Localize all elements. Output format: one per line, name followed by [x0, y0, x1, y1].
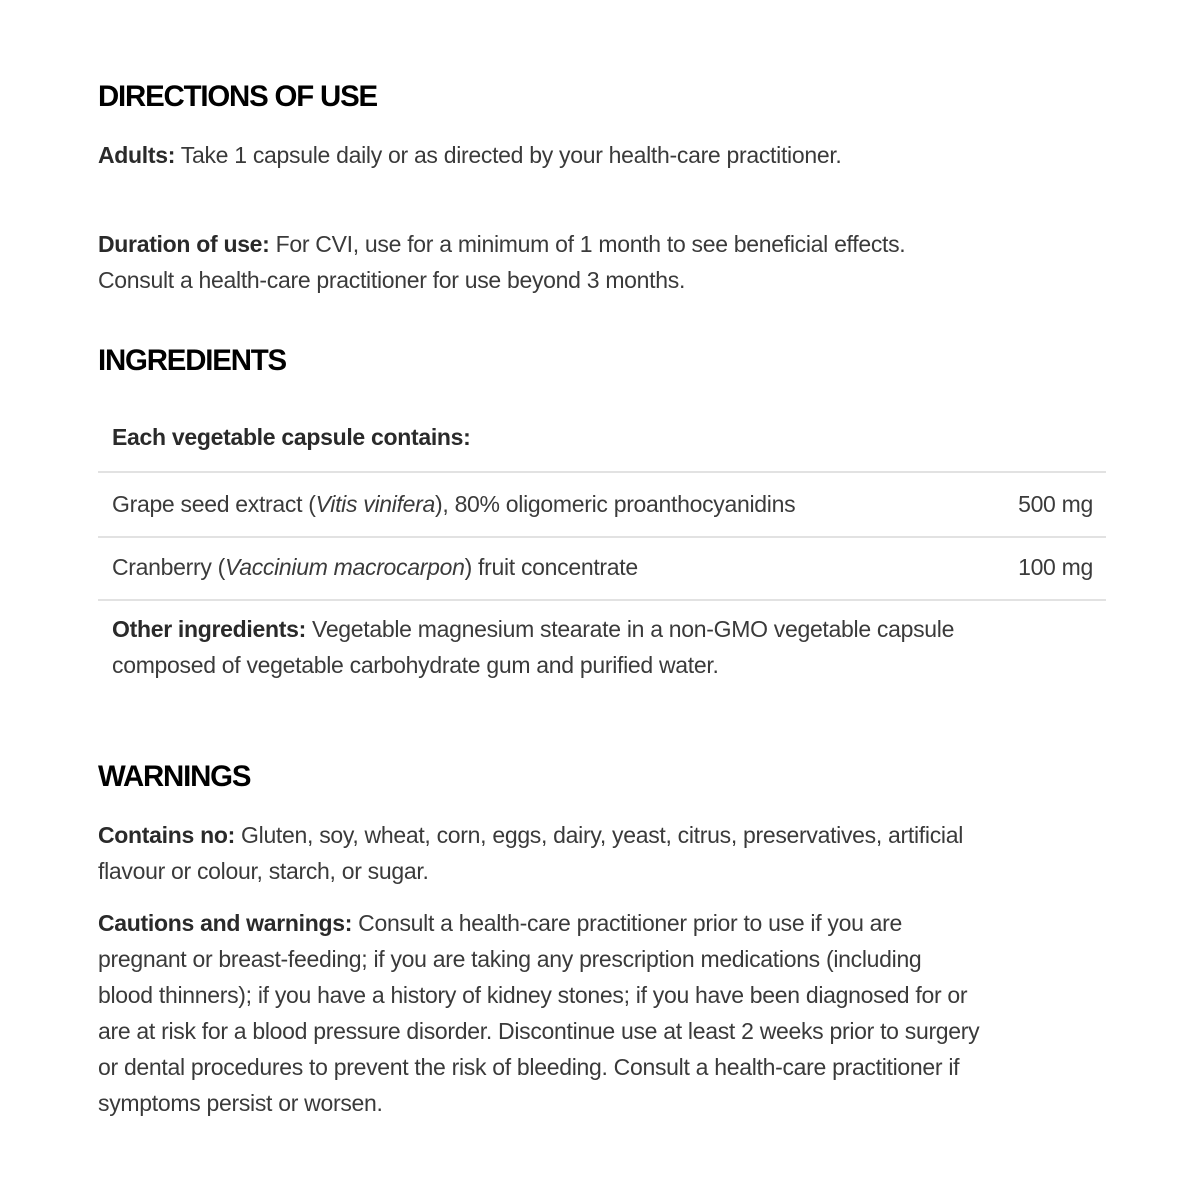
table-row	[98, 536, 1106, 601]
cautions-line-5: or dental procedures to prevent the risk of bleeding. Consult a health-care practitioner if	[98, 1054, 960, 1080]
ingredients-heading: INGREDIENTS	[98, 344, 286, 377]
ingredient-name: Cranberry (Vaccinium macrocarpon) fruit concentrate	[112, 554, 638, 580]
cautions-line-3: blood thinners); if you have a history of kidney stones; if you have been diagnosed for or	[98, 982, 968, 1008]
cautions-line-4: are at risk for a blood pressure disorder. Discontinue use at least 2 weeks prior to surgery	[98, 1018, 980, 1044]
latin-name: Vaccinium macrocarpon	[225, 554, 465, 580]
contains-no-paragraph	[98, 817, 963, 889]
table-header-row	[98, 410, 1106, 473]
adults-text: Take 1 capsule daily or as directed by your health-care practitioner.	[175, 142, 842, 168]
ingredient-name: Grape seed extract (Vitis vinifera), 80% oligomeric proanthocyanidins	[112, 491, 796, 517]
contains-no-line-1: Gluten, soy, wheat, corn, eggs, dairy, yeast, citrus, preservatives, artificial	[234, 822, 964, 848]
duration-paragraph	[98, 226, 905, 298]
table-row	[98, 473, 1106, 538]
ingredient-amount: 100 mg	[1018, 554, 1093, 580]
contains-no-line-2: flavour or colour, starch, or sugar.	[98, 858, 429, 884]
adults-paragraph	[98, 137, 842, 173]
cautions-label: Cautions and warnings:	[98, 910, 353, 936]
other-ingredients-paragraph	[112, 611, 954, 683]
cautions-line-6: symptoms persist or worsen.	[98, 1090, 383, 1116]
contains-no-label: Contains no:	[98, 822, 235, 848]
duration-text-line-2: Consult a health-care practitioner for use beyond 3 months.	[98, 267, 686, 293]
duration-label: Duration of use:	[98, 231, 270, 257]
other-ingredients-line-2: composed of vegetable carbohydrate gum and purified water.	[112, 652, 719, 678]
duration-text-line-1: For CVI, use for a minimum of 1 month to see beneficial effects.	[269, 231, 906, 257]
adults-label: Adults:	[98, 142, 176, 168]
ingredients-table	[98, 410, 1106, 600]
cautions-line-2: pregnant or breast-feeding; if you are taking any prescription medications (including	[98, 946, 922, 972]
directions-heading: DIRECTIONS OF USE	[98, 80, 377, 113]
latin-name: Vitis vinifera	[315, 491, 436, 517]
cautions-paragraph	[98, 905, 979, 1121]
other-ingredients-line-1: Vegetable magnesium stearate in a non-GMO vegetable capsule	[305, 616, 955, 642]
other-ingredients-label: Other ingredients:	[112, 616, 306, 642]
warnings-heading: WARNINGS	[98, 760, 251, 793]
ingredient-amount: 500 mg	[1018, 491, 1093, 517]
cautions-line-1: Consult a health-care practitioner prior to use if you are	[352, 910, 903, 936]
ingredients-table-header: Each vegetable capsule contains:	[112, 424, 471, 450]
